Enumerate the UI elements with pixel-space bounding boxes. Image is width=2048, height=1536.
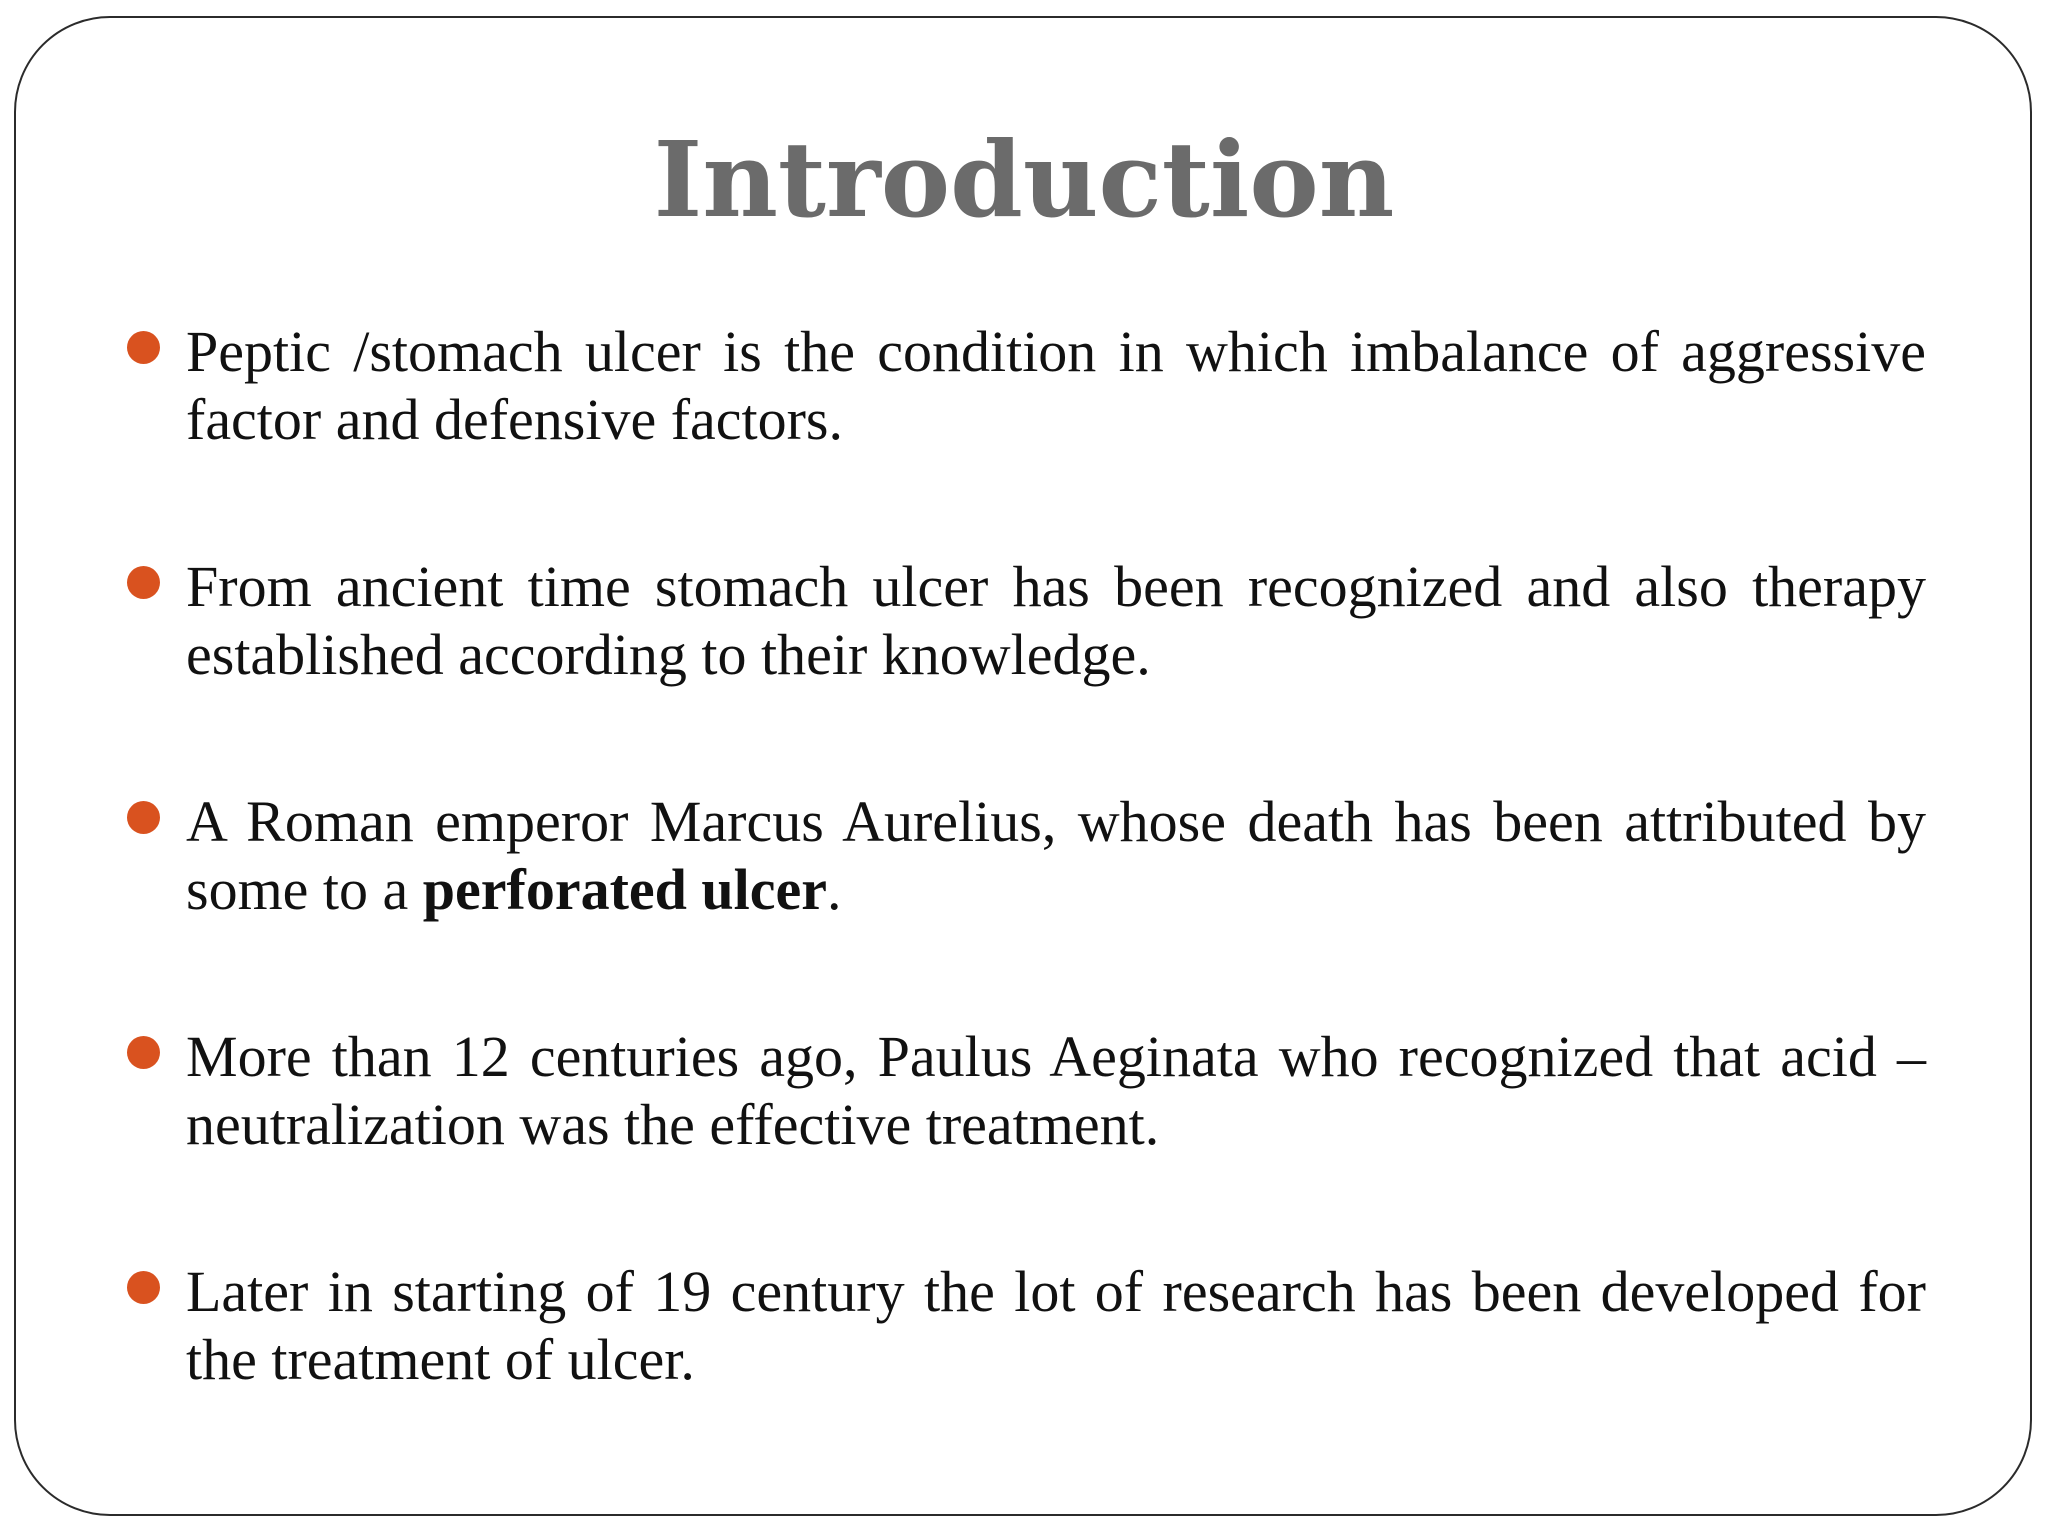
bullet-item-3-text-after: . (827, 857, 842, 922)
bullet-item-3-text-before: A Roman emperor Marcus Aurelius, whose death has been attributed by some to a (186, 789, 1926, 922)
bullet-item-1: Peptic /stomach ulcer is the condition in which imbalance of aggressive factor and defensive factors. (186, 319, 1926, 452)
bullet-item-2: From ancient time stomach ulcer has been recognized and also therapy established according to their knowledge. (186, 554, 1926, 687)
bullet-dot-icon (127, 1036, 160, 1069)
bullet-dot-icon (127, 331, 160, 364)
bullet-dot-icon (127, 1271, 160, 1304)
slide-title: Introduction (653, 118, 1395, 241)
bullet-item-3 (186, 788, 1926, 924)
bullet-dot-icon (127, 566, 160, 599)
bullet-item-5: Later in starting of 19 century the lot of research has been developed for the treatment of ulcer. (186, 1259, 1926, 1392)
bullet-dot-icon (127, 801, 160, 834)
bullet-item-3-bold-term: perforated ulcer (422, 857, 828, 922)
bullet-item-4: More than 12 centuries ago, Paulus Aeginata who recognized that acid – neutralization was the effective treatment. (186, 1024, 1926, 1157)
